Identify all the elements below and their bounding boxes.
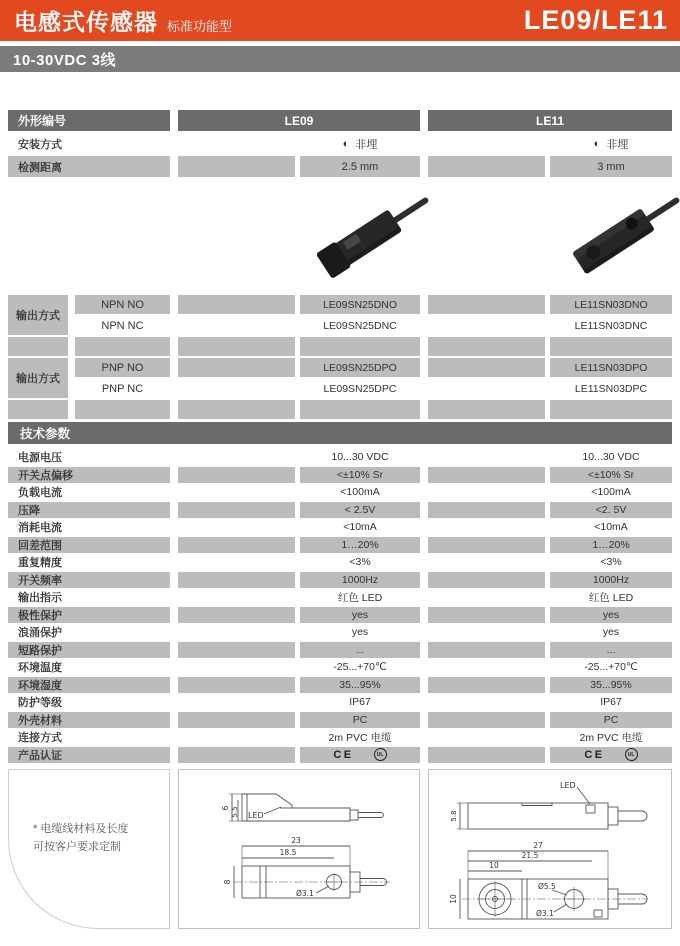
ul-mark-icon: UL: [374, 748, 387, 761]
certification-marks: [584, 748, 637, 761]
tech-row: [8, 712, 672, 728]
tech-value-le09: -25...+70℃: [333, 661, 387, 673]
page-subtitle: 标准功能型: [167, 18, 233, 34]
tech-value-le11: <2. 5V: [550, 502, 672, 518]
tech-value-le09: <±10% Sr: [300, 467, 420, 483]
page-title: 电感式传感器: [14, 9, 158, 35]
tech-value-le11: [550, 747, 672, 763]
spacer-cell: [428, 358, 545, 377]
spacer-cell: [178, 554, 295, 570]
tech-label: 开关点偏移: [8, 467, 170, 483]
output-row: [8, 400, 672, 419]
spacer-cell: [178, 400, 295, 419]
svg-text:Ø5.5: Ø5.5: [538, 881, 556, 891]
spacer-cell: [178, 519, 295, 535]
output-group: [8, 358, 672, 419]
tech-value-le09: 红色 LED: [337, 591, 383, 604]
table-header-row: [8, 110, 672, 131]
output-type: PNP NC: [101, 382, 144, 395]
shade-cell: [8, 337, 68, 356]
spacer-cell: [428, 449, 545, 465]
tech-value-le11: <3%: [600, 556, 622, 568]
output-type: NPN NO: [75, 295, 170, 314]
svg-text:23: 23: [291, 835, 301, 845]
tech-label: 外壳材料: [8, 712, 170, 728]
le11-product-photo-icon: [551, 181, 680, 291]
tech-value-le11: <100mA: [591, 486, 631, 498]
model-number-le11: LE11SN03DNO: [550, 295, 672, 314]
spec-row-label: 检测距离: [8, 156, 170, 177]
tech-label: 防护等级: [18, 697, 62, 709]
spacer-cell: [178, 484, 295, 500]
tech-row: [8, 729, 672, 745]
spec-value-le11: [550, 133, 672, 154]
tech-label: 产品认证: [8, 747, 170, 763]
tech-value-le09: <100mA: [340, 486, 380, 498]
output-type: [75, 337, 170, 356]
tech-label: 重复精度: [18, 557, 62, 569]
spacer-cell: [178, 133, 295, 154]
spec-value-text: 非埋: [355, 138, 378, 151]
spacer-cell: [428, 712, 545, 728]
svg-text:8: 8: [223, 879, 232, 884]
tech-label: 回差范围: [8, 537, 170, 553]
spacer-cell: [428, 747, 545, 763]
shade-cell: [8, 400, 68, 419]
spacer-cell: [178, 589, 295, 605]
tech-row: [8, 502, 672, 518]
spacer-cell: [428, 316, 545, 335]
spacer-cell: [178, 337, 295, 356]
tech-value-le09: 35...95%: [300, 677, 420, 693]
tech-value-le11: 1…20%: [550, 537, 672, 553]
tech-row: [8, 694, 672, 710]
spacer-cell: [428, 379, 545, 398]
spacer-cell: [428, 694, 545, 710]
output-mode-label: 输出方式: [8, 358, 68, 398]
spacer-cell: [428, 484, 545, 500]
tech-label: 电源电压: [18, 452, 62, 464]
svg-text:LED: LED: [248, 810, 264, 820]
spacer-cell: [428, 133, 545, 154]
spec-row: [8, 133, 672, 154]
tech-rows: [8, 449, 672, 763]
svg-text:10: 10: [489, 860, 499, 870]
svg-text:5.8: 5.8: [450, 809, 458, 822]
spacer-cell: [178, 572, 295, 588]
model-number-le09: LE09SN25DPO: [300, 358, 420, 377]
output-group: [8, 295, 672, 356]
tech-value-le11: 10...30 VDC: [582, 451, 640, 463]
spacer-cell: [428, 572, 545, 588]
tech-value-le09: 1000Hz: [300, 572, 420, 588]
tech-row: [8, 484, 672, 500]
output-type: NPN NC: [101, 319, 144, 332]
output-mode-label: 输出方式: [8, 295, 68, 335]
spacer-cell: [178, 316, 295, 335]
voltage-bar: 10-30VDC 3线: [0, 46, 680, 72]
tech-value-le09: ...: [300, 642, 420, 658]
spacer-cell: [178, 694, 295, 710]
output-row: [8, 295, 672, 314]
tech-section-header: 技术参数: [8, 422, 672, 444]
spacer-cell: [428, 624, 545, 640]
ce-mark-icon: CE: [333, 748, 354, 761]
tech-label: 负载电流: [18, 487, 62, 499]
header-banner: [0, 0, 680, 41]
spacer-cell: [428, 467, 545, 483]
model-number-le11: [550, 400, 672, 419]
spacer-cell: [178, 729, 295, 745]
model-number-le11: LE11SN03DNC: [574, 319, 648, 332]
model-number-le09: LE09SN25DNC: [323, 319, 397, 332]
certification-marks: [333, 748, 386, 761]
tech-value-le09: 10...30 VDC: [331, 451, 389, 463]
svg-text:5.5: 5.5: [231, 805, 239, 818]
tech-value-le11: 35...95%: [550, 677, 672, 693]
spec-row-label: 安装方式: [18, 138, 62, 151]
spacer-cell: [178, 156, 295, 177]
tech-label: 短路保护: [8, 642, 170, 658]
svg-text:6: 6: [221, 805, 230, 810]
spacer-cell: [178, 449, 295, 465]
tech-row: [8, 519, 672, 535]
spec-value-le09: [300, 156, 420, 177]
spacer-cell: [178, 607, 295, 623]
output-groups: [8, 295, 672, 419]
spacer-cell: [178, 624, 295, 640]
tech-row: [8, 747, 672, 763]
output-type: [75, 400, 170, 419]
tech-value-le11: -25...+70℃: [584, 661, 638, 673]
tech-value-le11: IP67: [600, 696, 622, 708]
tech-row: [8, 589, 672, 605]
spacer-cell: [178, 379, 295, 398]
spacer-cell: [178, 712, 295, 728]
model-number-le09: [300, 337, 420, 356]
spacer-cell: [428, 589, 545, 605]
tech-value-le11: ...: [550, 642, 672, 658]
ce-mark-icon: CE: [584, 748, 605, 761]
corner-header: 外形编号: [8, 110, 170, 131]
output-row: [8, 337, 672, 356]
tech-value-le11: <±10% Sr: [550, 467, 672, 483]
note-line-2: 可按客户要求定制: [33, 841, 121, 854]
spacer-cell: [178, 467, 295, 483]
tech-label: 环境湿度: [8, 677, 170, 693]
mount-style-icon: ◐: [593, 137, 601, 150]
column-header-le09: LE09: [178, 110, 420, 131]
tech-value-le09: [300, 747, 420, 763]
ul-mark-icon: UL: [625, 748, 638, 761]
tech-value-le09: IP67: [349, 696, 371, 708]
spec-value-text: 非埋: [606, 138, 629, 151]
tech-value-le11: 红色 LED: [588, 591, 634, 604]
content-area: [0, 72, 680, 929]
model-number-le09: LE09SN25DNO: [300, 295, 420, 314]
note-line-1: * 电缆线材料及长度: [33, 822, 129, 835]
tech-value-le09: yes: [351, 626, 369, 638]
output-row: [8, 358, 672, 377]
note-box: [8, 769, 170, 929]
model-codes: LE09/LE11: [523, 5, 668, 35]
tech-value-le11: 1000Hz: [550, 572, 672, 588]
tech-value-le11: yes: [550, 607, 672, 623]
output-row: [8, 379, 672, 398]
spec-value-text: 2.5 mm: [341, 160, 379, 173]
spacer-cell: [428, 519, 545, 535]
tech-row: [8, 449, 672, 465]
model-number-le11: [550, 337, 672, 356]
tech-row: [8, 642, 672, 658]
spacer-cell: [178, 659, 295, 675]
tech-value-le11: <10mA: [594, 521, 628, 533]
tech-label: 连接方式: [18, 732, 62, 744]
spec-value-le11: [550, 156, 672, 177]
spacer-cell: [178, 642, 295, 658]
product-photos: [8, 179, 672, 293]
spacer-cell: [178, 502, 295, 518]
tech-label: 输出指示: [18, 592, 62, 604]
tech-row: [8, 659, 672, 675]
model-number-le09: LE09SN25DPC: [323, 382, 397, 395]
tech-row: [8, 607, 672, 623]
spacer-cell: [428, 659, 545, 675]
tech-row: [8, 537, 672, 553]
tech-row: [8, 554, 672, 570]
le11-drawing-icon: [434, 773, 666, 925]
svg-text:18.5: 18.5: [279, 847, 297, 857]
spacer-cell: [428, 677, 545, 693]
le09-drawing-icon: [184, 774, 414, 924]
tech-row: [8, 572, 672, 588]
svg-text:21.5: 21.5: [521, 850, 539, 860]
spacer-cell: [178, 747, 295, 763]
model-number-le11: LE11SN03DPC: [574, 382, 648, 395]
tech-label: 开关频率: [8, 572, 170, 588]
tech-value-le09: yes: [300, 607, 420, 623]
spacer-cell: [428, 642, 545, 658]
spacer-cell: [178, 295, 295, 314]
tech-value-le09: <10mA: [343, 521, 377, 533]
spacer-cell: [428, 729, 545, 745]
spacer-cell: [178, 537, 295, 553]
spec-row: [8, 156, 672, 177]
spacer-cell: [178, 677, 295, 693]
spec-rows: [8, 133, 672, 177]
tech-row: [8, 677, 672, 693]
tech-value-le09: < 2.5V: [300, 502, 420, 518]
tech-value-le09: PC: [300, 712, 420, 728]
tech-row: [8, 624, 672, 640]
tech-label: 极性保护: [8, 607, 170, 623]
spacer-cell: [428, 607, 545, 623]
spacer-cell: [428, 502, 545, 518]
tech-value-le11: 2m PVC 电缆: [579, 731, 643, 744]
tech-value-le09: 2m PVC 电缆: [328, 731, 392, 744]
tech-label: 浪涌保护: [18, 627, 62, 639]
le09-product-photo-icon: [300, 181, 430, 291]
svg-text:10: 10: [449, 893, 458, 904]
model-number-le11: LE11SN03DPO: [550, 358, 672, 377]
spacer-cell: [428, 554, 545, 570]
tech-value-le11: PC: [550, 712, 672, 728]
svg-text:Ø3.1: Ø3.1: [296, 888, 314, 898]
tech-value-le11: yes: [602, 626, 620, 638]
svg-text:LED: LED: [560, 780, 576, 790]
column-header-le11: LE11: [428, 110, 672, 131]
spec-value-le09: [300, 133, 420, 154]
model-number-le09: [300, 400, 420, 419]
le11-dimension-drawing: [428, 769, 672, 929]
output-row: [8, 316, 672, 335]
tech-row: [8, 467, 672, 483]
svg-text:27: 27: [533, 840, 543, 850]
tech-value-le09: 1…20%: [300, 537, 420, 553]
tech-label: 消耗电流: [18, 522, 62, 534]
tech-label: 环境温度: [18, 662, 62, 674]
spacer-cell: [428, 537, 545, 553]
le09-dimension-drawing: [178, 769, 420, 929]
spacer-cell: [428, 295, 545, 314]
tech-value-le09: <3%: [349, 556, 371, 568]
output-type: PNP NO: [75, 358, 170, 377]
spacer-cell: [428, 337, 545, 356]
spacer-cell: [428, 156, 545, 177]
svg-text:Ø3.1: Ø3.1: [536, 908, 554, 918]
spec-value-text: 3 mm: [597, 160, 625, 173]
spacer-cell: [428, 400, 545, 419]
footer-row: [8, 769, 672, 929]
tech-label: 压降: [8, 502, 170, 518]
spacer-cell: [178, 358, 295, 377]
mount-style-icon: ◐: [342, 137, 350, 150]
